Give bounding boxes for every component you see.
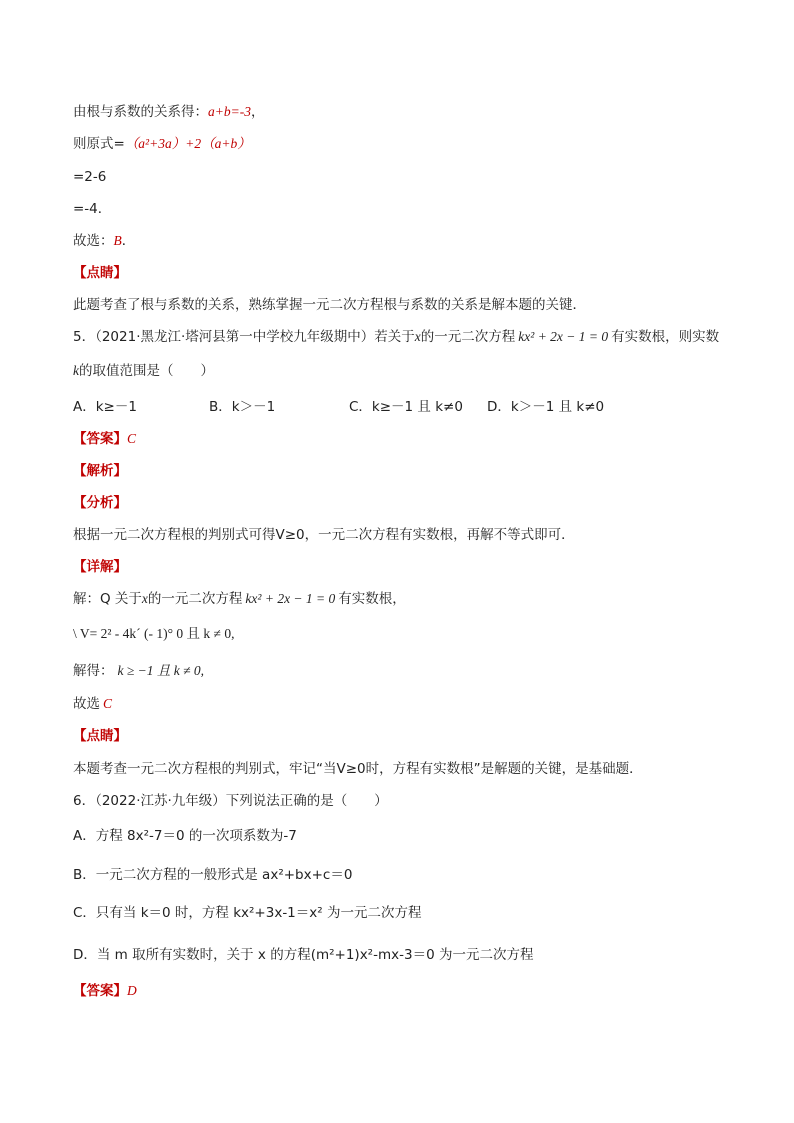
choice-line-q4 [73, 232, 135, 250]
q5-var-x: x [414, 329, 421, 344]
dianjing2-part: 本题考查一元二次方程根的判别式，牢记“当 [73, 761, 337, 777]
solution-line-1 [73, 590, 406, 608]
answer-value: C [127, 431, 137, 446]
solution-line-4 [73, 695, 112, 713]
sol1-part: 解：Q 关于 [73, 591, 142, 607]
q5-stem-part: 的取值范围是（ ） [79, 363, 214, 379]
discriminant-expression: \ V= 2² - 4k´ (- 1)° 0 且 k ≠ 0, [73, 626, 235, 641]
section-tag-fenxi: 【分析】 [73, 495, 127, 511]
section-tag-jiexi: 【解析】 [73, 463, 127, 479]
q6-option-a: A．方程 8x²-7＝0 的一次项系数为-7 [73, 828, 297, 844]
q5-var-k: k [73, 363, 79, 378]
relation-value: a+b=-3 [208, 104, 251, 119]
choice-prefix: 故选： [73, 233, 114, 249]
option-c: C．k≥－1 且 k≠0 [349, 399, 463, 415]
option-b: B．k＞－1 [209, 399, 276, 415]
q5-stem-part: 5．（2021·黑龙江·塔河县第一中学校九年级期中）若关于 [73, 329, 415, 345]
dianjing2-part: V≥0时，方程有实数根”是解题的关键，是基础题． [336, 761, 643, 777]
calc-step-2: =-4． [73, 201, 112, 217]
sol1-equation: kx² + 2x − 1 = 0 [245, 591, 336, 606]
expression-value: （a²+3a）+2（a+b） [124, 136, 251, 151]
expression-line [73, 135, 251, 153]
dianjing-2-text [73, 760, 643, 778]
q5-equation: kx² + 2x − 1 = 0 [518, 329, 609, 344]
question-6-answer [73, 982, 137, 1000]
expression-prefix: 则原式= [73, 136, 125, 152]
question-5-stem [73, 328, 719, 346]
sol3-result: k ≥ −1 且 k ≠ 0, [117, 663, 205, 678]
choice-suffix: ． [121, 233, 136, 249]
sol1-var-x: x [141, 591, 148, 606]
fenxi-text: 根据一元二次方程根的判别式可得V≥0，一元二次方程有实数根，再解不等式即可． [73, 527, 575, 543]
calc-step-1: =2-6 [73, 169, 107, 185]
sol1-part: 有实数根， [338, 591, 406, 607]
q5-stem-part: 的一元二次方程 [420, 329, 516, 345]
sol1-part: 的一元二次方程 [147, 591, 243, 607]
section-tag-xiangjie: 【详解】 [73, 559, 127, 575]
solution-line-2 [73, 625, 234, 643]
question-5-options [73, 398, 604, 416]
answer-tag: 【答案】 [73, 431, 127, 447]
sol3-prefix: 解得： [73, 663, 114, 679]
relation-line [73, 103, 264, 121]
choice-value: B [113, 233, 122, 248]
question-5-stem-2 [73, 362, 214, 380]
q5-stem-part: 有实数根，则实数 [611, 329, 720, 345]
answer-value: D [127, 983, 137, 998]
sol4-choice: C [103, 696, 113, 711]
option-a: A．k≥－1 [73, 399, 137, 415]
relation-suffix: ， [250, 104, 265, 120]
answer-tag: 【答案】 [73, 983, 127, 999]
question-6-stem: 6．（2022·江苏·九年级）下列说法正确的是（ ） [73, 793, 388, 809]
section-tag-dianjing-2: 【点睛】 [73, 728, 127, 744]
option-d: D．k＞－1 且 k≠0 [487, 399, 605, 415]
question-5-answer [73, 430, 136, 448]
q6-option-c: C．只有当 k＝0 时，方程 kx²+3x-1＝x² 为一元二次方程 [73, 905, 422, 921]
q6-option-d: D．当 m 取所有实数时，关于 x 的方程(m²+1)x²-mx-3＝0 为一元二次方程 [73, 947, 534, 963]
sol4-prefix: 故选 [73, 696, 100, 712]
section-tag-dianjing: 【点睛】 [73, 265, 127, 281]
solution-line-3 [73, 662, 204, 680]
q6-option-b: B．一元二次方程的一般形式是 ax²+bx+c＝0 [73, 867, 353, 883]
relation-prefix: 由根与系数的关系得： [73, 104, 208, 120]
dianjing-text: 此题考查了根与系数的关系，熟练掌握一元二次方程根与系数的关系是解本题的关键． [73, 297, 586, 313]
